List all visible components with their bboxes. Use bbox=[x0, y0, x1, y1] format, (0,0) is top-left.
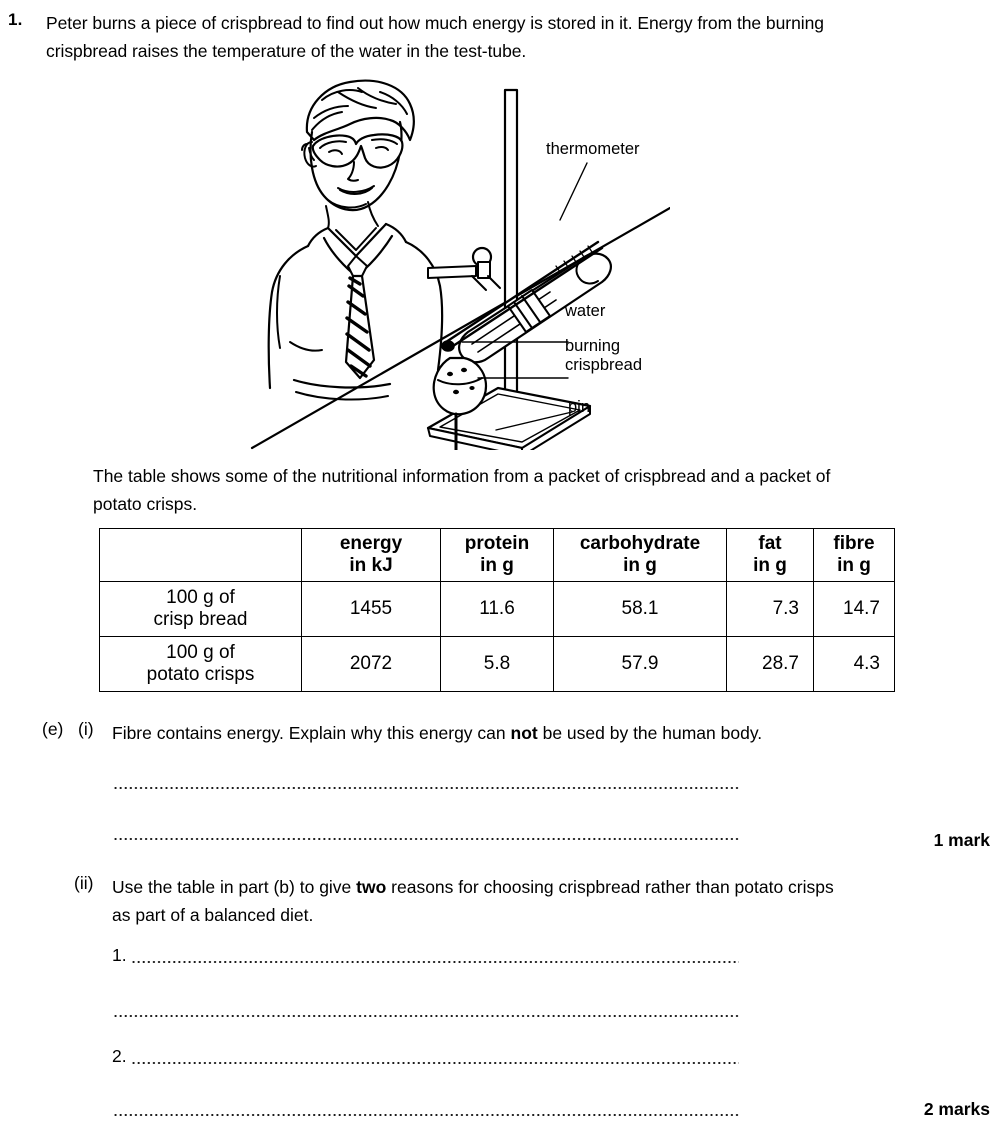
marks-part-ii: 2 marks bbox=[923, 1099, 990, 1119]
table-header-blank bbox=[100, 529, 302, 582]
part-ii-text-after: reasons for choosing crispbread rather than potato crisps as part of a balanced diet. bbox=[112, 877, 834, 925]
header-fibre-line2: in g bbox=[837, 555, 871, 576]
label-burning-crispbread bbox=[565, 337, 642, 375]
label-burning-crispbread-line1: burning bbox=[565, 337, 621, 355]
table-header-row bbox=[100, 529, 895, 582]
label-water: water bbox=[565, 302, 606, 320]
cell-potatocrisps-fat: 28.7 bbox=[727, 637, 814, 692]
part-ii-bold-word: two bbox=[356, 877, 387, 897]
cell-crispbread-fat: 7.3 bbox=[727, 582, 814, 637]
header-fat-line2: in g bbox=[753, 555, 787, 576]
question-stem: Peter burns a piece of crispbread to find out how much energy is stored in it. Energy from the burning crispbread raises the temperature of the water in the test-tube. bbox=[46, 13, 824, 61]
table-header-fibre bbox=[814, 529, 895, 582]
part-i-bold-word: not bbox=[510, 723, 538, 743]
row0-label-line2: crisp bread bbox=[153, 609, 248, 630]
label-pin: pin bbox=[568, 398, 591, 416]
header-fat-line1: fat bbox=[758, 533, 782, 554]
cell-crispbread-protein: 11.6 bbox=[441, 582, 554, 637]
header-carbohydrate-line1: carbohydrate bbox=[579, 533, 701, 554]
answer-number-2: 2. bbox=[112, 1046, 127, 1066]
part-i-text-before: Fibre contains energy. Explain why this energy can bbox=[112, 723, 511, 743]
answer-line-ii-1a[interactable] bbox=[131, 959, 739, 963]
part-roman-ii: (ii) bbox=[74, 873, 94, 893]
cell-potatocrisps-energy: 2072 bbox=[302, 637, 441, 692]
row0-label-line1: 100 g of bbox=[166, 587, 235, 608]
label-burning-crispbread-line2: crispbread bbox=[565, 356, 643, 374]
table-row bbox=[100, 582, 895, 637]
table-header-fat bbox=[727, 529, 814, 582]
label-thermometer: thermometer bbox=[546, 140, 640, 158]
answer-line-ii-2b[interactable] bbox=[113, 1112, 739, 1116]
table-header-protein bbox=[441, 529, 554, 582]
header-energy-line2: in kJ bbox=[349, 555, 393, 576]
header-fibre-line1: fibre bbox=[833, 533, 875, 554]
row1-label-line1: 100 g of bbox=[166, 642, 235, 663]
part-ii-question-text bbox=[112, 873, 842, 929]
answer-number-1: 1. bbox=[112, 945, 127, 965]
row-label-crisp-bread bbox=[100, 582, 302, 637]
table-header-carbohydrate bbox=[554, 529, 727, 582]
cell-potatocrisps-carbohydrate: 57.9 bbox=[554, 637, 727, 692]
header-protein-line1: protein bbox=[464, 533, 530, 554]
answer-line-i-1[interactable] bbox=[113, 785, 739, 789]
part-letter-e: (e) bbox=[42, 719, 64, 739]
header-protein-line2: in g bbox=[480, 555, 514, 576]
cell-crispbread-fibre: 14.7 bbox=[814, 582, 895, 637]
apparatus-illustration bbox=[250, 70, 670, 450]
cell-crispbread-carbohydrate: 58.1 bbox=[554, 582, 727, 637]
table-intro-text: The table shows some of the nutritional information from a packet of crispbread and a packet of potato crisps. bbox=[93, 466, 831, 514]
part-i-question-text bbox=[112, 719, 792, 747]
cell-potatocrisps-protein: 5.8 bbox=[441, 637, 554, 692]
cell-crispbread-energy: 1455 bbox=[302, 582, 441, 637]
part-i-text-after: be used by the human body. bbox=[537, 723, 763, 743]
marks-part-i: 1 mark bbox=[933, 830, 990, 850]
answer-line-ii-1b[interactable] bbox=[113, 1013, 739, 1017]
question-number: 1. bbox=[8, 10, 23, 29]
nutrition-table bbox=[99, 528, 895, 692]
table-header-energy bbox=[302, 529, 441, 582]
part-ii-text-before: Use the table in part (b) to give bbox=[112, 877, 357, 897]
cell-potatocrisps-fibre: 4.3 bbox=[814, 637, 895, 692]
answer-line-i-2[interactable] bbox=[113, 836, 739, 840]
part-roman-i: (i) bbox=[78, 719, 94, 739]
header-energy-line1: energy bbox=[339, 533, 403, 554]
row1-label-line2: potato crisps bbox=[146, 664, 255, 685]
table-row bbox=[100, 637, 895, 692]
row-label-potato-crisps bbox=[100, 637, 302, 692]
header-carbohydrate-line2: in g bbox=[623, 555, 657, 576]
apparatus-diagram bbox=[250, 70, 670, 450]
answer-line-ii-2a[interactable] bbox=[131, 1060, 739, 1064]
